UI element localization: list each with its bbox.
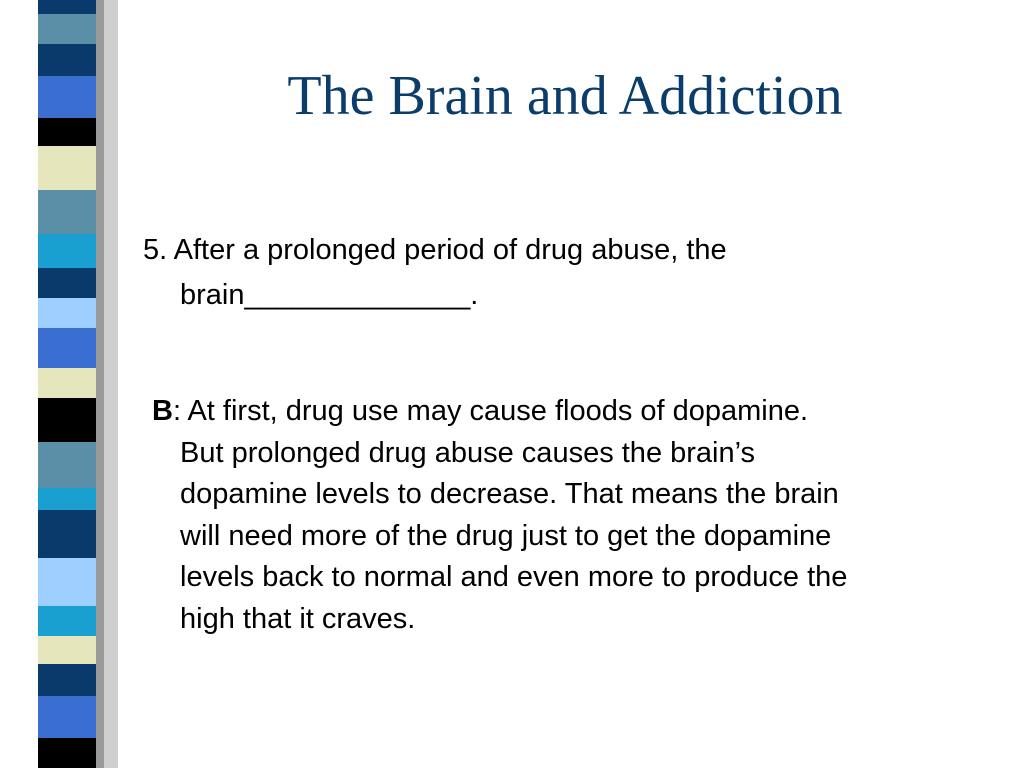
answer-line-2: But prolonged drug abuse causes the brain’s [180,436,756,469]
answer-line-5: levels back to normal and even more to produce the [180,561,848,593]
question-line-1: 5. After a prolonged period of drug abuse, the [143,234,727,266]
decorative-stripe-bar [0,0,118,768]
answer-line-3: dopamine levels to decrease. That means the brain [180,478,839,510]
answer-text [152,391,982,640]
stripe-bar-graphic [0,0,118,768]
slide-title: The Brain and Addiction [287,65,843,127]
answer-line-4: will need more of the drug just to get the dopamine [180,519,832,552]
stripe-shadow-edge [96,0,104,768]
answer-line-1 [152,391,982,433]
stripe-segments [38,0,96,768]
answer-label: B [152,395,173,427]
question-text [143,228,983,318]
answer-line-6: high that it craves. [180,602,416,635]
answer-line-1-text: : At first, drug use may cause floods of dopamine. [172,395,809,427]
question-line-2: brain______________. [180,279,479,311]
